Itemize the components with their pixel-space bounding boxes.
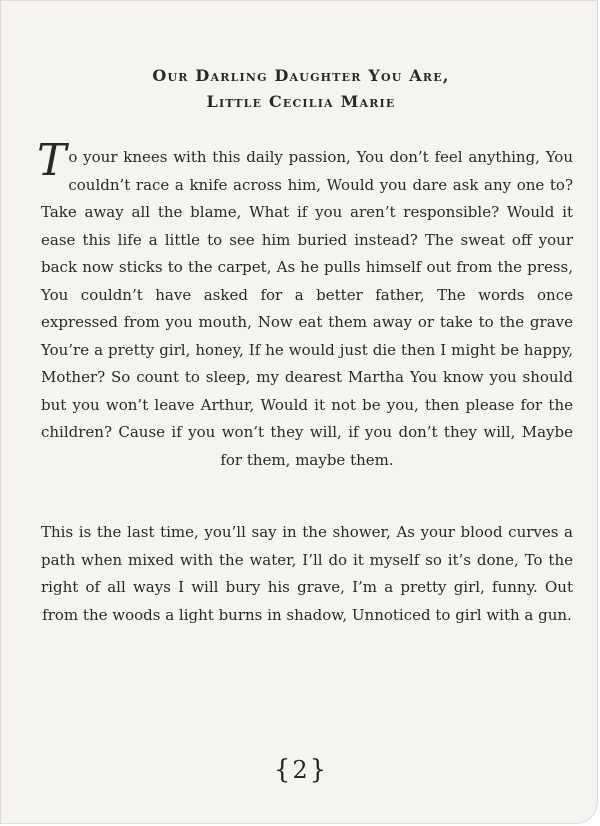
page-number-open-brace: { bbox=[273, 755, 293, 785]
paragraph-2 bbox=[41, 519, 573, 629]
title-line-2: Little Cecilia Marie bbox=[206, 92, 396, 111]
paragraph-2-text: This is the last time, you’ll say in the shower, As your blood curves a path when mixed with the water, I’ll do it myself so it’s done, To the right of all ways I will bury his grave, I’m a pretty girl, funny. Out from the woods a light burns in shadow, Unnoticed to girl with a gun. bbox=[41, 523, 573, 624]
page-number-close-brace: } bbox=[309, 755, 329, 785]
page-number bbox=[1, 755, 600, 785]
paragraph-1 bbox=[37, 135, 573, 474]
page-title bbox=[1, 63, 600, 115]
page-number-value: 2 bbox=[292, 756, 310, 784]
title-line-1: Our Darling Daughter You Are, bbox=[152, 66, 450, 85]
drop-cap: T bbox=[37, 135, 67, 186]
paragraph-1-text: o your knees with this daily passion, You don’t feel anything, You couldn’t race a knife across him, Would you dare ask any one to? Take away all the blame, What if you aren’t responsible? Would it ease this life a little to see him buried instead? The sweat off your back now sticks to the carpet, As he pulls himself out from the press, You couldn’t have asked for a better father, The words once expressed from you mouth, Now eat them away or take to the grave You’re a pretty girl, honey, If he would just die then I might be happy, Mother? So count to sleep, my dearest Martha You know you should but you won’t leave Arthur, Would it not be you, then please for the children? Cause if you won’t they will, if you don’t they will, Maybe for them, maybe them. bbox=[41, 148, 573, 469]
